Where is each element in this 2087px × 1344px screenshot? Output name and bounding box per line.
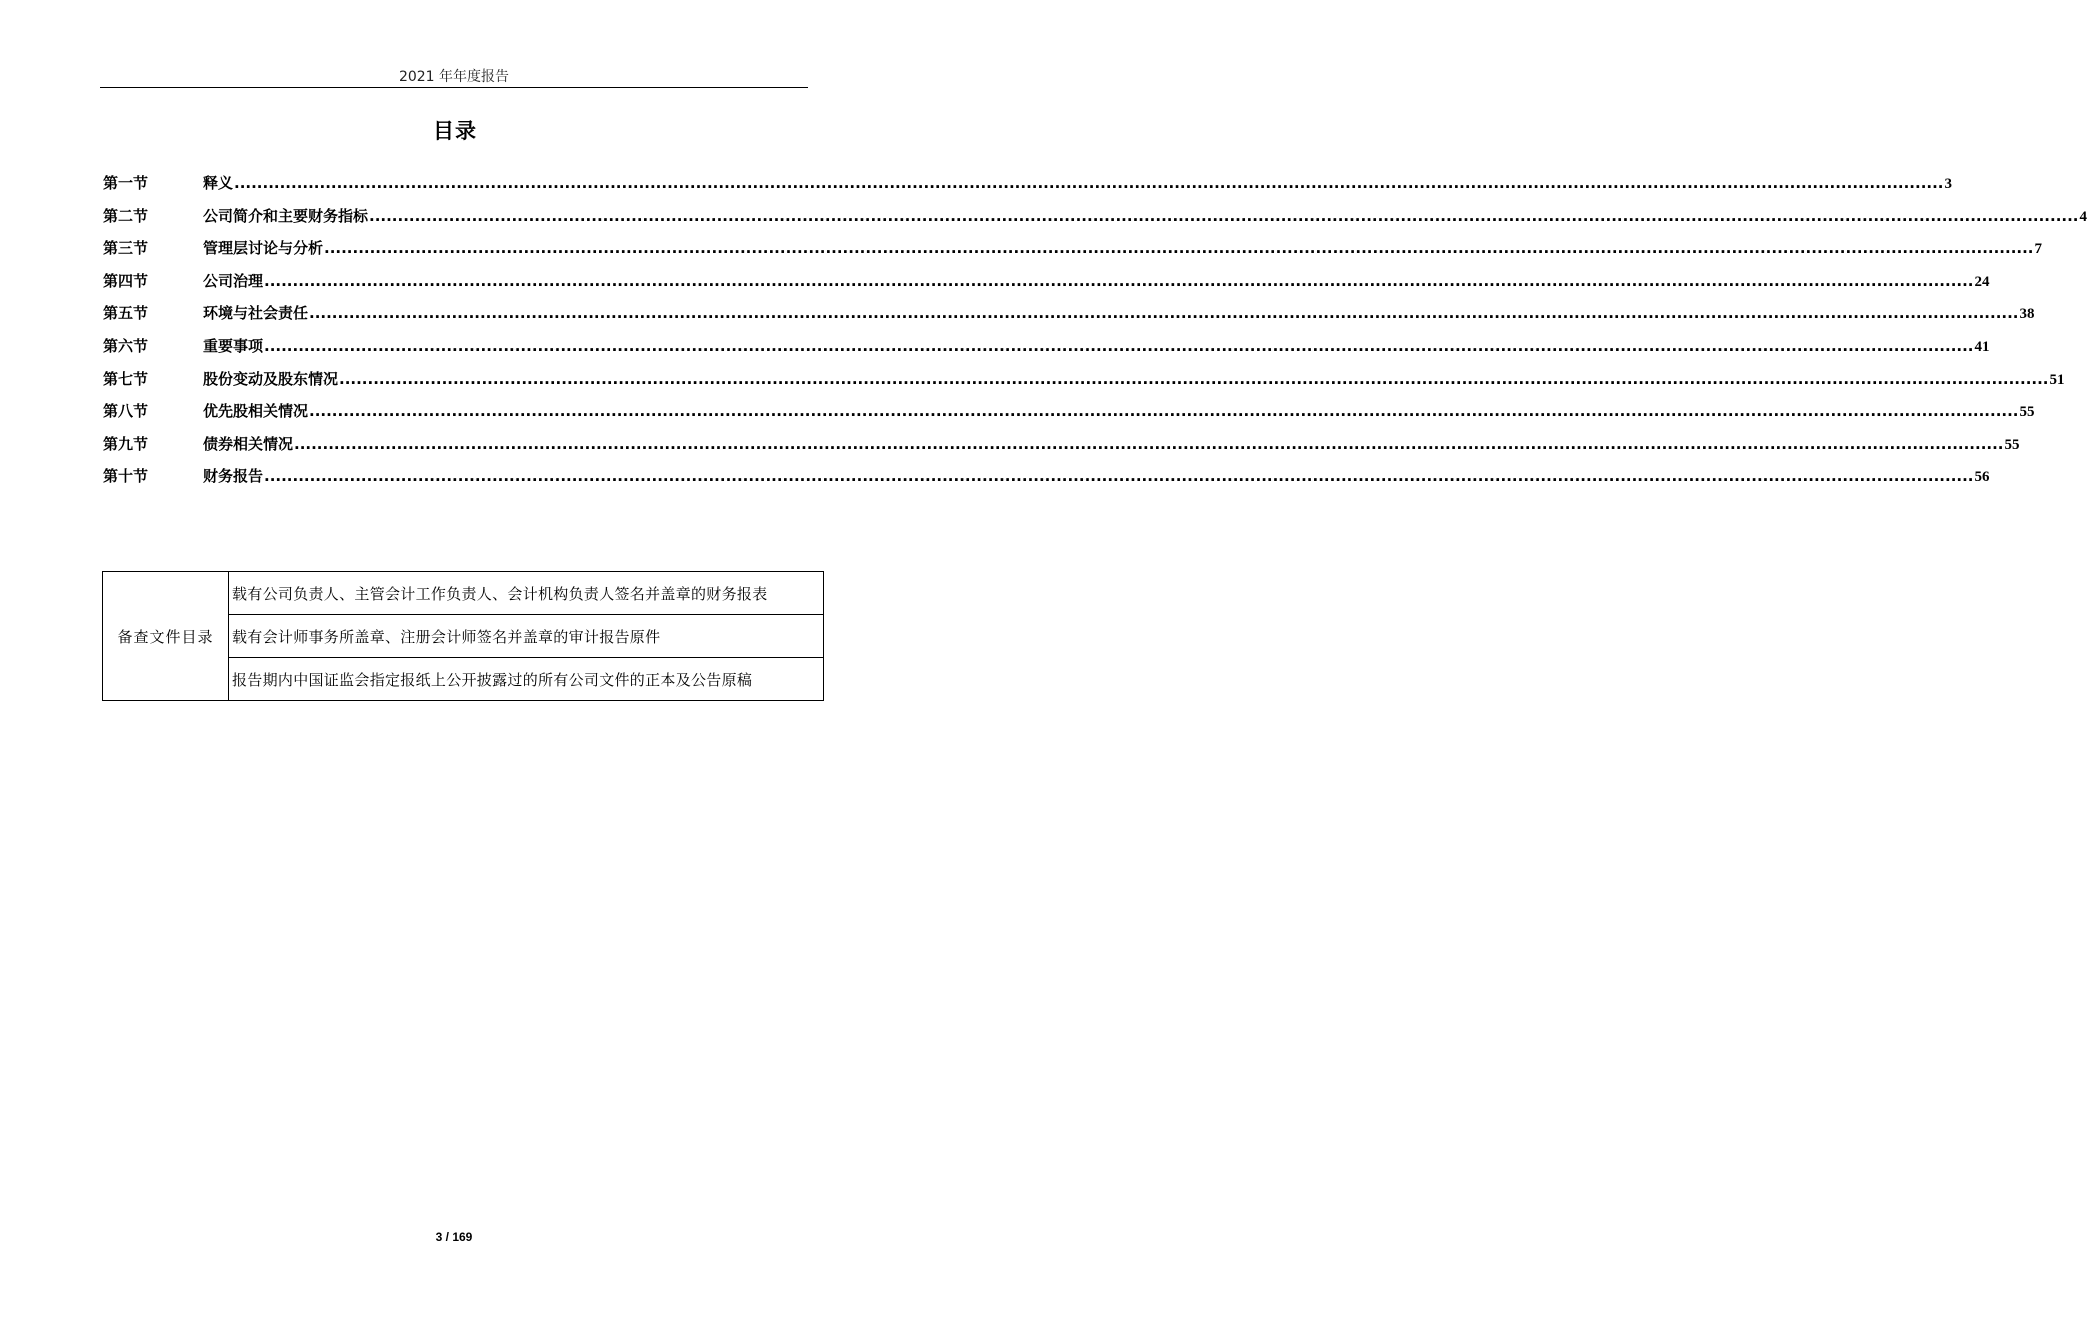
toc-page-number: 4	[2079, 208, 2087, 225]
toc-section-name: 债券相关情况	[203, 434, 294, 453]
toc-section-name: 股份变动及股东情况	[203, 369, 339, 388]
reference-doc-item: 载有公司负责人、主管会计工作负责人、会计机构负责人签名并盖章的财务报表	[229, 572, 824, 615]
toc-leader-dots: ............................................................................................................................................................................................................................................................................................................	[294, 434, 2004, 453]
toc-entry[interactable]	[103, 465, 1990, 498]
toc-entry[interactable]	[103, 302, 2035, 335]
toc-page-number: 55	[2004, 436, 2020, 453]
toc-section-number: 第九节	[103, 434, 149, 453]
toc-section-name: 释义	[203, 174, 234, 192]
toc-page-number: 56	[1974, 469, 1990, 486]
toc-leader-dots: ............................................................................................................................................................................................................................................................................................................	[369, 206, 2079, 225]
toc-section-number: 第四节	[103, 271, 149, 290]
toc-entry[interactable]	[103, 368, 2065, 401]
toc-entry[interactable]	[103, 172, 1952, 205]
toc-entry[interactable]	[103, 335, 1990, 368]
header-divider	[100, 87, 808, 88]
toc-section-name: 优先股相关情况	[203, 402, 309, 421]
toc-leader-dots: ............................................................................................................................................................................................................................................................................................................	[309, 304, 2019, 323]
toc-section-number: 第七节	[103, 369, 149, 388]
toc-section-name: 财务报告	[203, 467, 264, 486]
reference-docs-label: 备查文件目录	[103, 572, 229, 701]
report-header-title: 2021 年年度报告	[398, 69, 510, 85]
toc-leader-dots: ............................................................................................................................................................................................................................................................................................................	[234, 174, 1944, 192]
toc-section-number: 第十节	[103, 467, 149, 486]
toc-entry[interactable]	[103, 270, 1990, 303]
toc-page-number: 51	[2049, 371, 2065, 388]
toc-entry[interactable]	[103, 433, 2020, 466]
toc-entry[interactable]	[103, 400, 2035, 433]
toc-section-name: 公司治理	[203, 271, 264, 290]
toc-page-number: 55	[2019, 404, 2035, 421]
toc-section-number: 第六节	[103, 336, 149, 355]
reference-doc-item: 报告期内中国证监会指定报纸上公开披露过的所有公司文件的正本及公告原稿	[229, 658, 824, 701]
toc-section-name: 公司简介和主要财务指标	[203, 206, 369, 225]
toc-page-number: 41	[1974, 338, 1990, 355]
toc-leader-dots: ............................................................................................................................................................................................................................................................................................................	[264, 467, 1974, 486]
table-row	[103, 572, 824, 615]
toc-page-number: 24	[1974, 273, 1990, 290]
toc-leader-dots: ............................................................................................................................................................................................................................................................................................................	[324, 239, 2034, 258]
toc-entry[interactable]	[103, 237, 2042, 270]
page-title: 目录	[433, 119, 477, 143]
toc-section-number: 第二节	[103, 206, 149, 225]
reference-documents-table	[102, 571, 824, 701]
toc-leader-dots: ............................................................................................................................................................................................................................................................................................................	[339, 369, 2049, 388]
toc-section-number: 第五节	[103, 304, 149, 323]
reference-doc-item: 载有会计师事务所盖章、注册会计师签名并盖章的审计报告原件	[229, 615, 824, 658]
page-number-footer: 3 / 169	[435, 1230, 473, 1244]
toc-section-name: 重要事项	[203, 336, 264, 355]
toc-section-number: 第一节	[103, 174, 149, 192]
toc-section-name: 管理层讨论与分析	[203, 239, 324, 258]
toc-page-number: 7	[2034, 241, 2042, 258]
toc-page-number: 38	[2019, 306, 2035, 323]
toc-entry[interactable]	[103, 205, 2087, 238]
toc-page-number: 3	[1944, 176, 1952, 192]
toc-leader-dots: ............................................................................................................................................................................................................................................................................................................	[309, 402, 2019, 421]
toc-leader-dots: ............................................................................................................................................................................................................................................................................................................	[264, 336, 1974, 355]
toc-section-number: 第八节	[103, 402, 149, 421]
toc-section-name: 环境与社会责任	[203, 304, 309, 323]
toc-leader-dots: ............................................................................................................................................................................................................................................................................................................	[264, 271, 1974, 290]
toc-section-number: 第三节	[103, 239, 149, 258]
table-of-contents	[103, 172, 2087, 498]
